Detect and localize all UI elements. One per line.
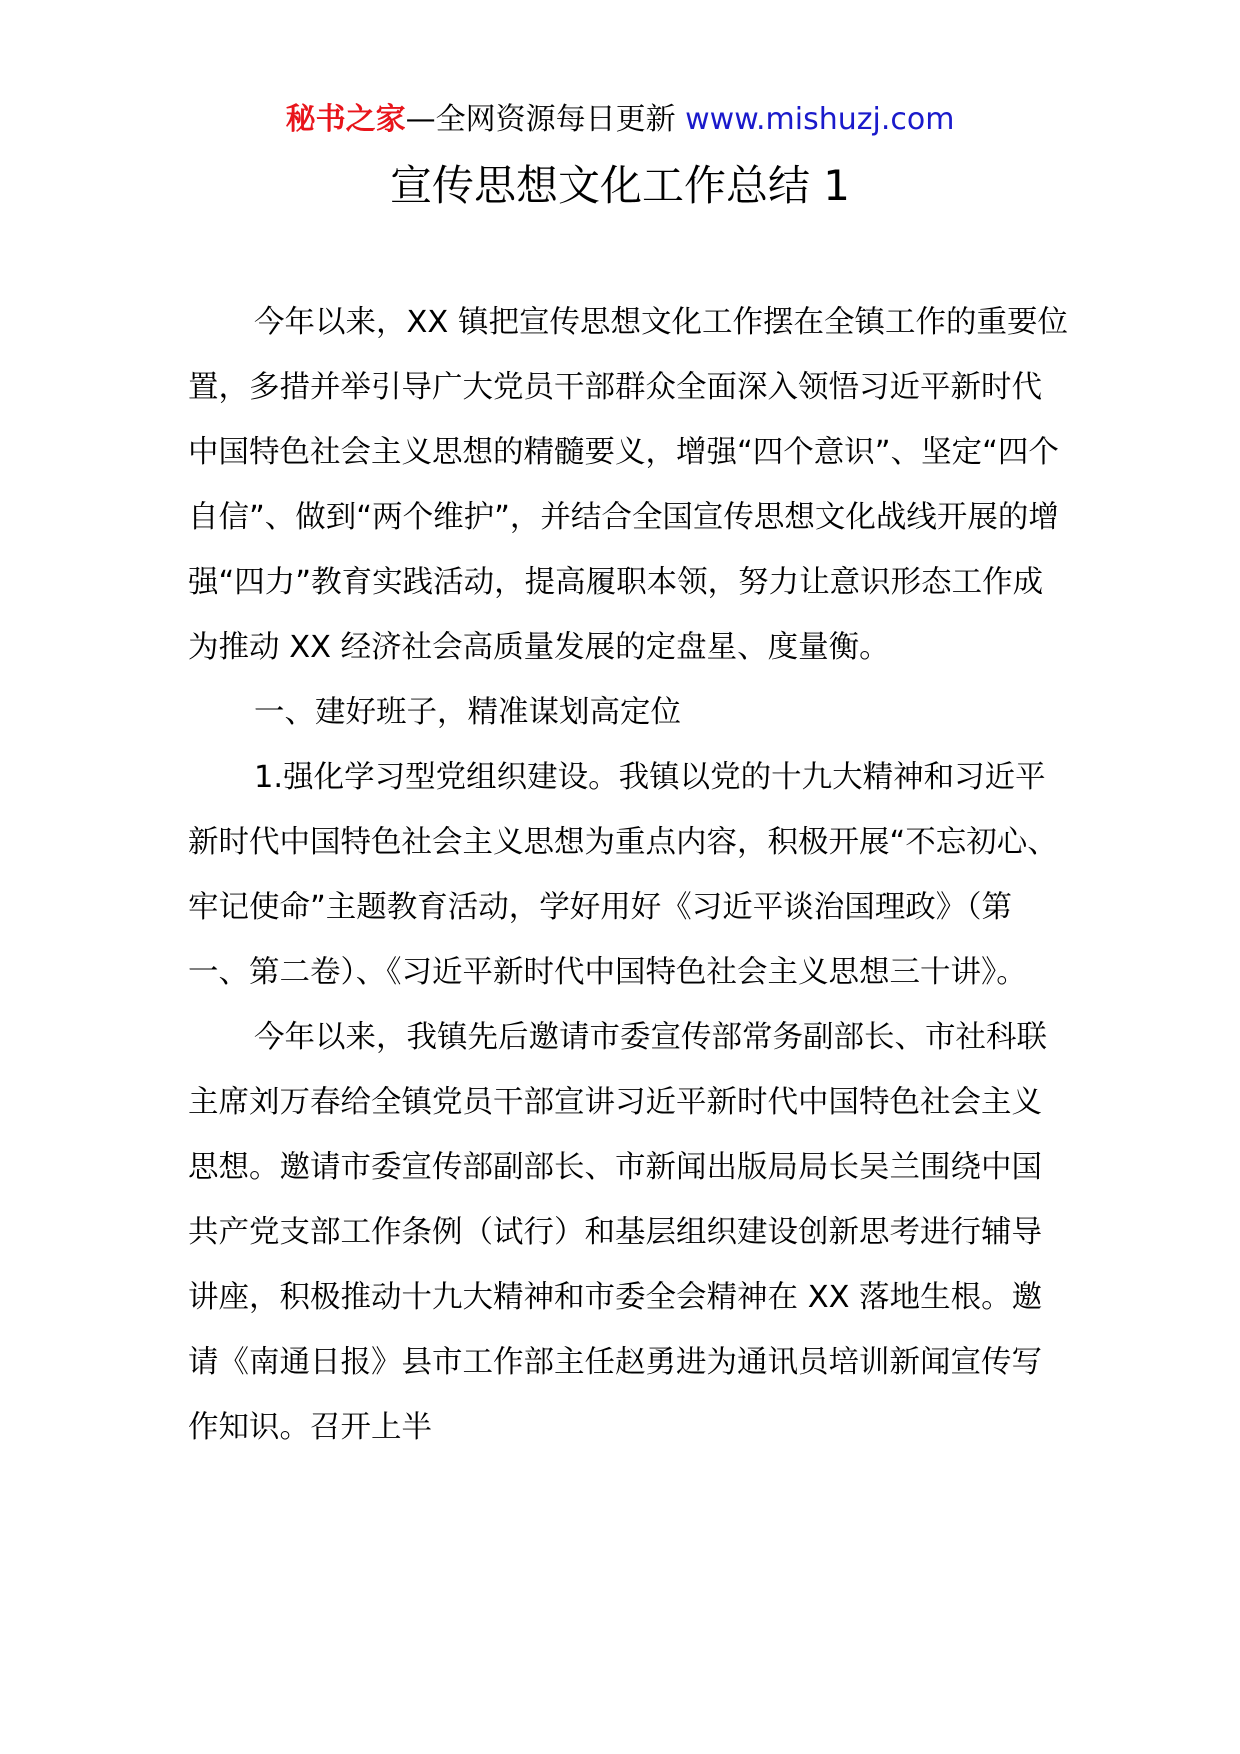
section-heading: 一、建好班子，精准谋划高定位 <box>254 695 681 730</box>
brand-name: 秘书之家 <box>285 102 406 137</box>
site-header <box>0 100 1240 140</box>
paragraph-intro: 今年以来，XX 镇把宣传思想文化工作摆在全镇工作的重要位置，多措并举引导广大党员干部群众全面深入领悟习近平新时代中国特色社会主义思想的精髓要义，增强“四个意识”、坚定“四个自信”、做到“两个维护”，并结合全国宣传思想文化战线开展的增强“四力”教育实践活动，提高履职本领，努力让意识形态工作成为推动 XX 经济社会高质量发展的定盘星、度量衡。 <box>188 305 1068 665</box>
document-body <box>188 290 1068 1460</box>
paragraph-lectures: 今年以来，我镇先后邀请市委宣传部常务副部长、市社科联主席刘万春给全镇党员干部宣讲习近平新时代中国特色社会主义思想。邀请市委宣传部副部长、市新闻出版局局长吴兰围绕中国共产党支部工作条例（试行）和基层组织建设创新思考进行辅导讲座，积极推动十九大精神和市委全会精神在 XX 落地生根。邀请《南通日报》县市工作部主任赵勇进为通讯员培训新闻宣传写作知识。召开上半 <box>188 1020 1047 1445</box>
header-tagline: —全网资源每日更新 <box>405 102 676 137</box>
site-url-link[interactable]: www.mishuzj.com <box>685 102 955 137</box>
paragraph-study: 1.强化学习型党组织建设。我镇以党的十九大精神和习近平新时代中国特色社会主义思想为重点内容，积极开展“不忘初心、牢记使命”主题教育活动，学好用好《习近平谈治国理政》（第一、第二卷）、《习近平新时代中国特色社会主义思想三十讲》。 <box>188 760 1058 990</box>
document-title: 宣传思想文化工作总结 1 <box>389 161 851 210</box>
